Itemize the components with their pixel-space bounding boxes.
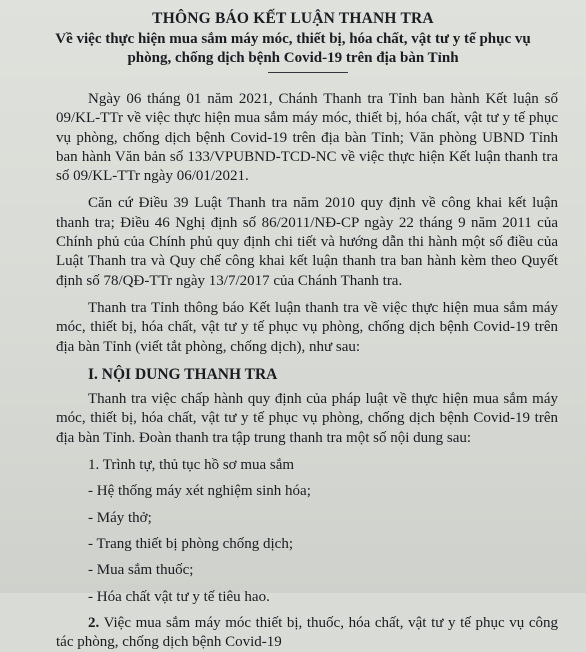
- document-body: [56, 90, 558, 652]
- section-heading: I. NỘI DUNG THANH TRA: [88, 365, 278, 383]
- section-intro: Thanh tra việc chấp hành quy định của pháp luật về thực hiện mua sắm máy móc, thiết bị, hóa chất, vật tư y tế phục vụ phòng, chống dịch bệnh Covid-19 trên địa bàn Tỉnh. Đoàn thanh tra tập trung thanh tra một số nội dung sau:: [56, 391, 558, 446]
- list-item-2-number: 2.: [88, 614, 100, 631]
- paragraph-3: Thanh tra Tỉnh thông báo Kết luận thanh tra về việc thực hiện mua sắm máy móc, thiết bị, hóa chất, vật tư y tế phục vụ phòng, chống dịch bệnh Covid-19 trên địa bàn Tỉnh (viết tắt phòng, chống dịch), như sau:: [56, 299, 558, 355]
- document-subtitle: Về việc thực hiện mua sắm máy móc, thiết bị, hóa chất, vật tư y tế phục vụ phòng, chống dịch bệnh Covid-19 trên địa bàn Tỉnh: [55, 31, 531, 66]
- sub-item: - Mua sắm thuốc;: [88, 562, 194, 579]
- document-title: THÔNG BÁO KẾT LUẬN THANH TRA: [152, 10, 434, 27]
- paragraph-1: Ngày 06 tháng 01 năm 2021, Chánh Thanh tra Tỉnh ban hành Kết luận số 09/KL-TTr về việc thực hiện mua sắm máy móc, thiết bị, hóa chất, vật tư y tế phục vụ phòng, chống dịch bệnh Covid-19 trên địa bàn Tỉnh; Văn phòng UBND Tỉnh ban hành Văn bản số 133/VPUBND-TCD-NC về việc thực hiện Kết luận thanh tra số 09/KL-TTr ngày 06/01/2021.: [56, 91, 558, 185]
- title-underline: [268, 72, 348, 73]
- sub-item: - Hóa chất vật tư y tế tiêu hao.: [88, 588, 270, 605]
- list-item-2-text: Việc mua sắm máy móc thiết bị, thuốc, hóa chất, vật tư y tế phục vụ công tác phòng, chống dịch bệnh Covid-19: [56, 614, 558, 651]
- sub-item: - Máy thở;: [88, 509, 152, 526]
- sub-item: - Trang thiết bị phòng chống dịch;: [88, 535, 293, 552]
- paragraph-2: Căn cứ Điều 39 Luật Thanh tra năm 2010 quy định về công khai kết luận thanh tra; Điều 46 Nghị định số 86/2011/NĐ-CP ngày 22 tháng 9 năm 2011 của Chính phủ của Chính phủ quy định chi tiết và hướng dẫn thi hành một số điều của Luật Thanh tra và Quy chế công khai kết luận thanh tra ban hành kèm theo Quyết định số 78/QĐ-TTr ngày 13/7/2017 của Chánh Thanh tra.: [56, 195, 558, 289]
- sub-item: - Hệ thống máy xét nghiệm sinh hóa;: [88, 483, 311, 500]
- list-item-1: 1. Trình tự, thủ tục hồ sơ mua sắm: [88, 457, 295, 474]
- list-item-2: [56, 614, 558, 652]
